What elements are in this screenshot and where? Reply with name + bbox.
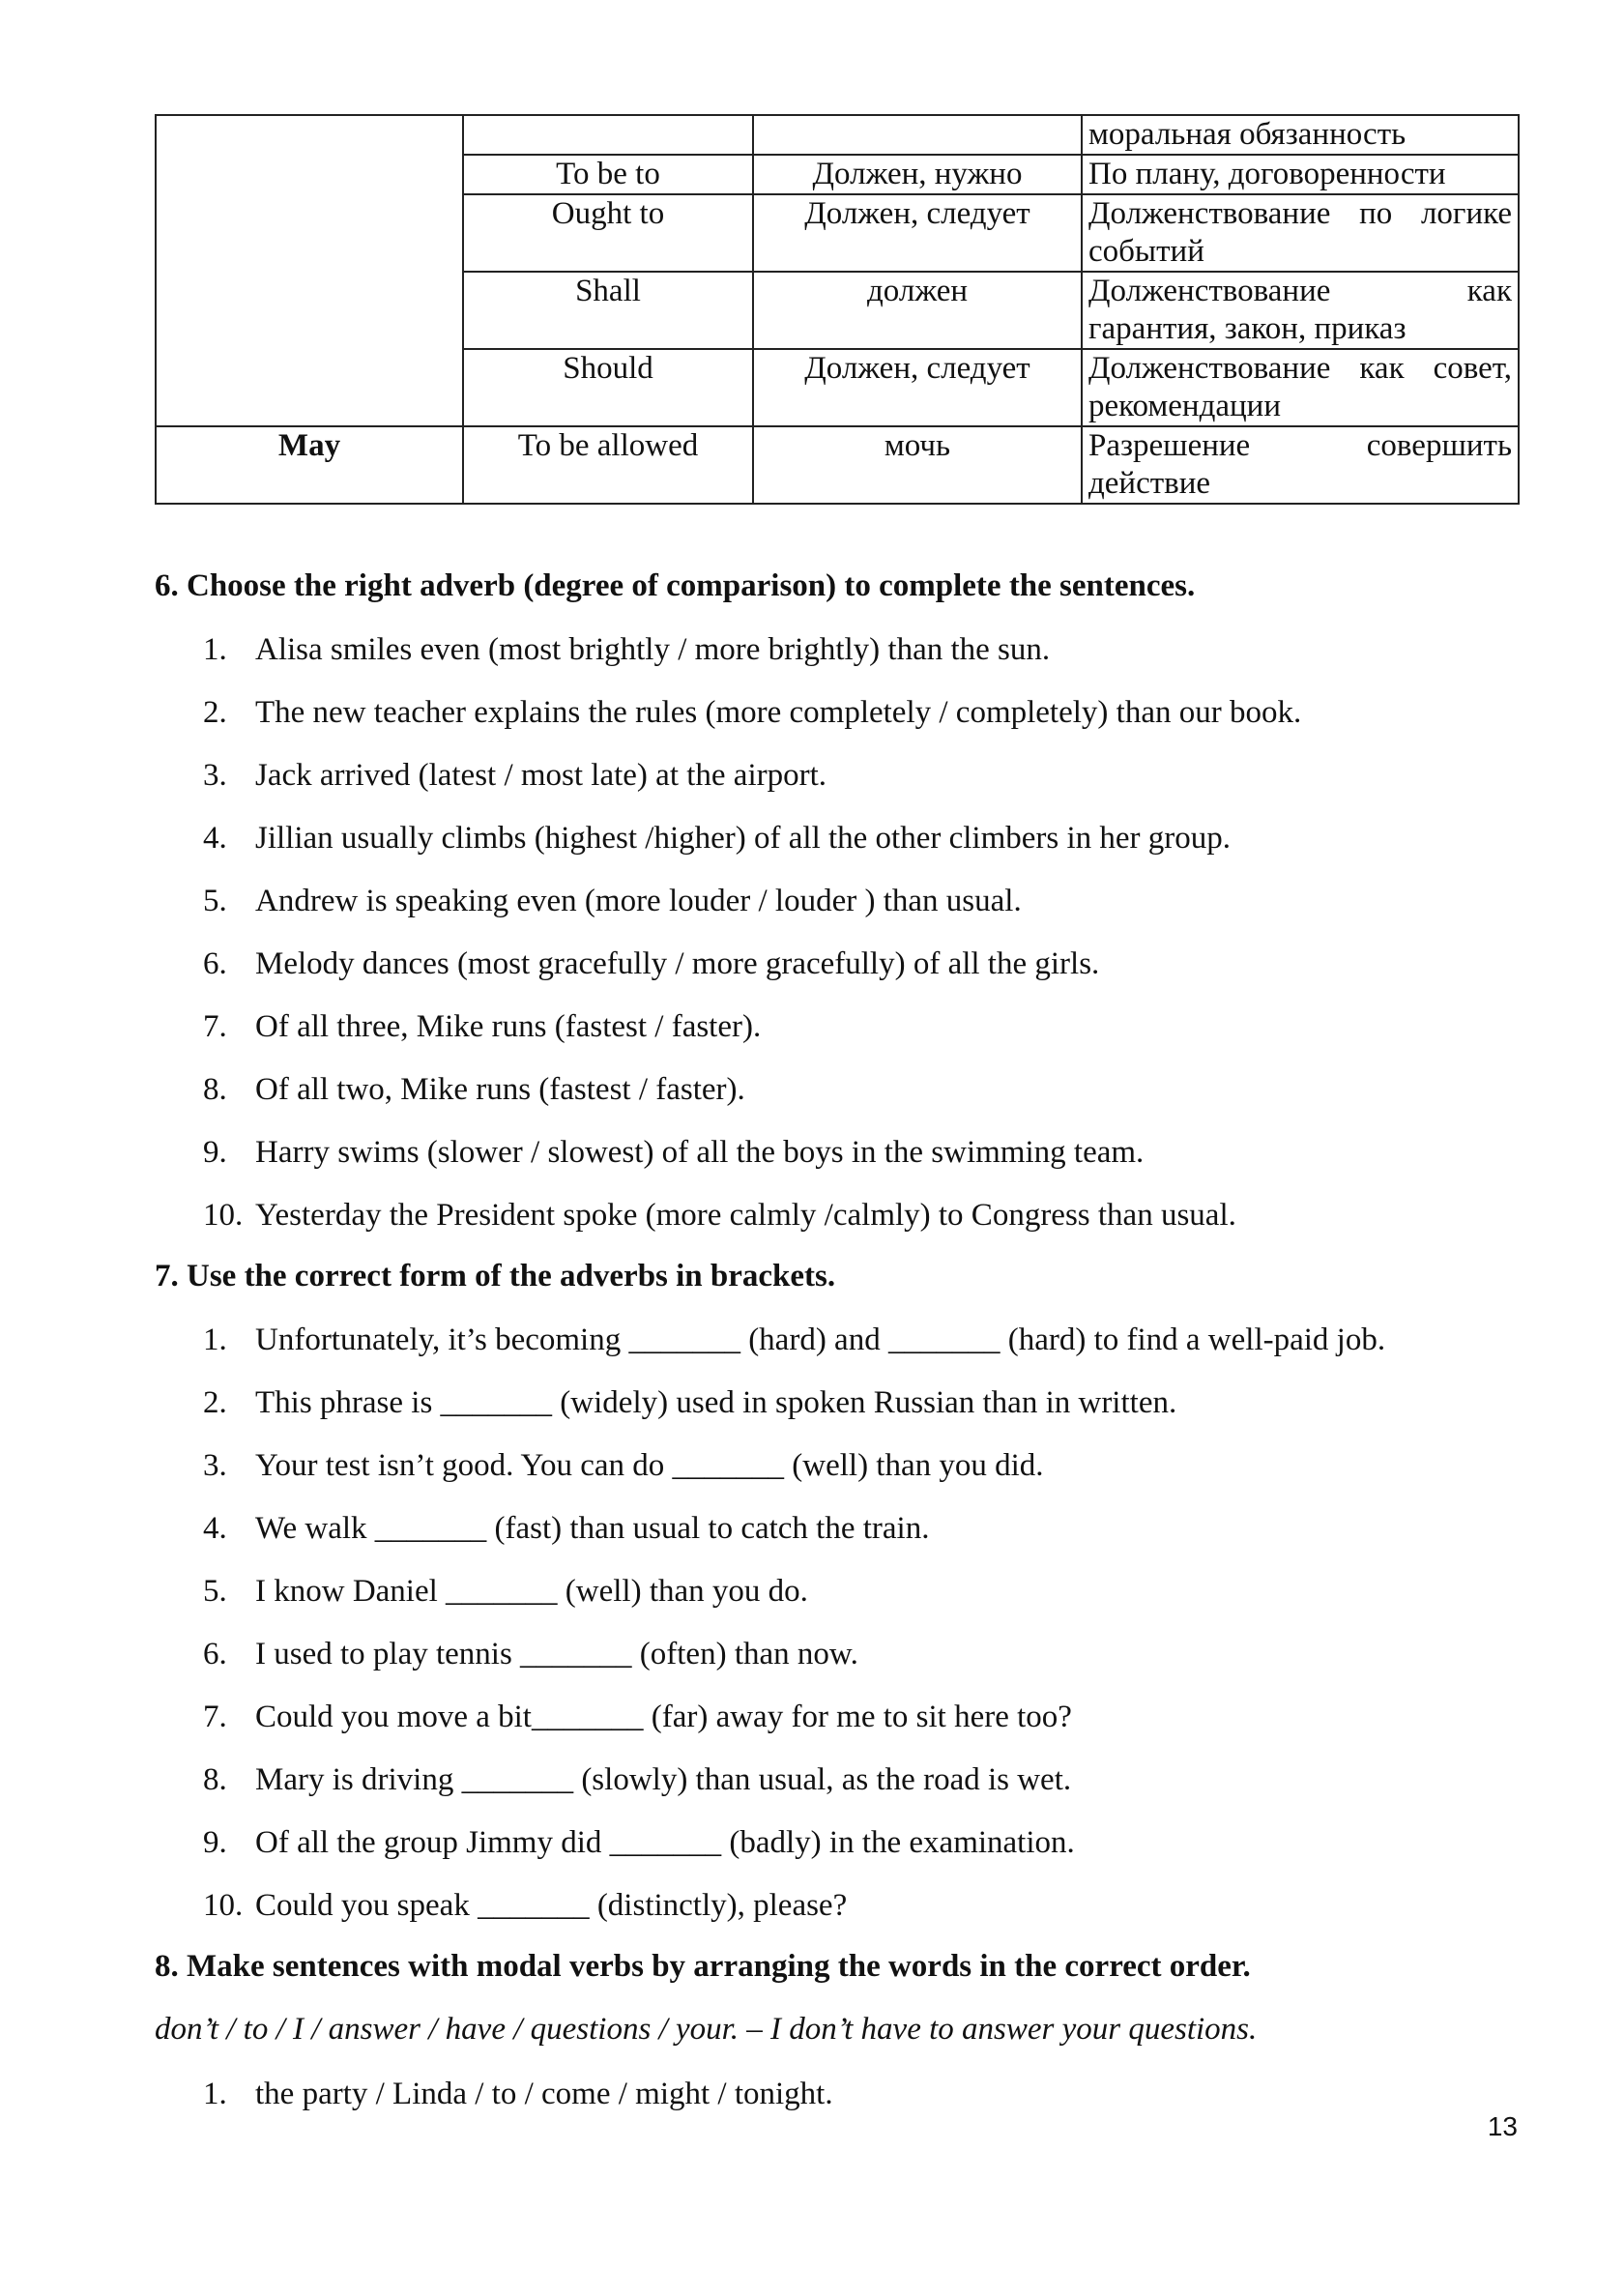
table-cell-meaning: Долженствование как гарантия, закон, приказ bbox=[1082, 272, 1519, 349]
list-item bbox=[155, 1133, 1518, 1196]
list-item bbox=[155, 945, 1518, 1007]
item-text: Could you speak _______ (distinctly), please? bbox=[255, 1888, 848, 1923]
list-item bbox=[155, 1698, 1518, 1760]
item-text: Jack arrived (latest / most late) at the airport. bbox=[255, 758, 827, 793]
list-item bbox=[155, 1886, 1518, 1949]
item-number: 4. bbox=[203, 821, 227, 856]
item-number: 9. bbox=[203, 1135, 227, 1170]
table-cell-translation: Должен, следует bbox=[753, 349, 1082, 426]
item-number: 7. bbox=[203, 1700, 227, 1734]
item-text: This phrase is _______ (widely) used in spoken Russian than in written. bbox=[255, 1385, 1177, 1420]
item-text: the party / Linda / to / come / might / tonight. bbox=[255, 2077, 833, 2111]
item-text: Of all the group Jimmy did _______ (badly) in the examination. bbox=[255, 1825, 1075, 1860]
item-number: 9. bbox=[203, 1825, 227, 1860]
item-number: 10. bbox=[203, 1198, 244, 1233]
table-cell-translation: Должен, следует bbox=[753, 194, 1082, 272]
table-cell-meaning: Долженствование по логике событий bbox=[1082, 194, 1519, 272]
item-number: 5. bbox=[203, 884, 227, 918]
exercise-8-example: don’t / to / I / answer / have / questions / your. – I don’t have to answer your questions. bbox=[155, 2012, 1258, 2047]
item-number: 4. bbox=[203, 1511, 227, 1546]
list-item bbox=[155, 1321, 1518, 1383]
table-cell-translation: мочь bbox=[753, 426, 1082, 504]
exercise-7-list bbox=[155, 1321, 1518, 1949]
table-cell-meaning: По плану, договоренности bbox=[1082, 155, 1519, 194]
table-cell-equivalent bbox=[463, 115, 753, 155]
item-text: The new teacher explains the rules (more completely / completely) than our book. bbox=[255, 695, 1302, 730]
item-text: Alisa smiles even (most brightly / more brightly) than the sun. bbox=[255, 632, 1051, 667]
list-item bbox=[155, 630, 1518, 693]
item-text: Jillian usually climbs (highest /higher) of all the other climbers in her group. bbox=[255, 821, 1232, 856]
item-number: 8. bbox=[203, 1072, 227, 1107]
list-item bbox=[155, 1760, 1518, 1823]
item-text: Could you move a bit_______ (far) away for me to sit here too? bbox=[255, 1700, 1072, 1734]
list-item bbox=[155, 1007, 1518, 1070]
item-number: 3. bbox=[203, 1448, 227, 1483]
item-number: 3. bbox=[203, 758, 227, 793]
exercise-6-list bbox=[155, 630, 1518, 1259]
item-number: 1. bbox=[203, 2077, 227, 2111]
exercise-8-list bbox=[155, 2075, 1518, 2137]
table-cell-equivalent: Should bbox=[463, 349, 753, 426]
item-text: Of all two, Mike runs (fastest / faster). bbox=[255, 1072, 745, 1107]
item-text: Your test isn’t good. You can do _______ (well) than you did. bbox=[255, 1448, 1044, 1483]
table-cell-meaning: Разрешение совершить действие bbox=[1082, 426, 1519, 504]
item-number: 2. bbox=[203, 695, 227, 730]
table-cell-equivalent: To be to bbox=[463, 155, 753, 194]
exercise-8-title: 8. Make sentences with modal verbs by arranging the words in the correct order. bbox=[155, 1949, 1251, 1984]
page-number: 13 bbox=[1487, 2111, 1518, 2141]
table-cell-equivalent: Shall bbox=[463, 272, 753, 349]
list-item bbox=[155, 756, 1518, 819]
list-item bbox=[155, 1196, 1518, 1259]
table-cell-translation: Должен, нужно bbox=[753, 155, 1082, 194]
table-cell-modal: May bbox=[156, 426, 463, 504]
table-cell-equivalent: Ought to bbox=[463, 194, 753, 272]
item-text: I used to play tennis _______ (often) than now. bbox=[255, 1637, 858, 1671]
item-number: 1. bbox=[203, 632, 227, 667]
item-text: We walk _______ (fast) than usual to catch the train. bbox=[255, 1511, 930, 1546]
list-item bbox=[155, 1572, 1518, 1635]
item-number: 10. bbox=[203, 1888, 244, 1923]
item-number: 6. bbox=[203, 946, 227, 981]
item-text: Harry swims (slower / slowest) of all the boys in the swimming team. bbox=[255, 1135, 1145, 1170]
list-item bbox=[155, 1446, 1518, 1509]
list-item bbox=[155, 819, 1518, 882]
list-item bbox=[155, 2075, 1518, 2137]
item-number: 2. bbox=[203, 1385, 227, 1420]
table-row bbox=[156, 115, 1519, 155]
item-text: Unfortunately, it’s becoming _______ (hard) and _______ (hard) to find a well-paid job. bbox=[255, 1322, 1386, 1357]
item-text: Yesterday the President spoke (more calmly /calmly) to Congress than usual. bbox=[255, 1198, 1236, 1233]
document-page bbox=[155, 114, 1518, 2111]
item-number: 6. bbox=[203, 1637, 227, 1671]
item-text: Melody dances (most gracefully / more gracefully) of all the girls. bbox=[255, 946, 1100, 981]
table-cell-empty bbox=[156, 115, 463, 426]
table-row bbox=[156, 426, 1519, 504]
list-item bbox=[155, 1070, 1518, 1133]
item-text: I know Daniel _______ (well) than you do. bbox=[255, 1574, 808, 1609]
list-item bbox=[155, 1823, 1518, 1886]
exercise-6-title: 6. Choose the right adverb (degree of comparison) to complete the sentences. bbox=[155, 568, 1196, 603]
modal-verbs-table bbox=[155, 114, 1520, 505]
item-number: 5. bbox=[203, 1574, 227, 1609]
table-cell-meaning: моральная обязанность bbox=[1082, 115, 1519, 155]
list-item bbox=[155, 693, 1518, 756]
item-number: 8. bbox=[203, 1762, 227, 1797]
item-text: Andrew is speaking even (more louder / louder ) than usual. bbox=[255, 884, 1022, 918]
list-item bbox=[155, 1635, 1518, 1698]
item-text: Mary is driving _______ (slowly) than usual, as the road is wet. bbox=[255, 1762, 1072, 1797]
table-cell-meaning: Долженствование как совет, рекомендации bbox=[1082, 349, 1519, 426]
item-text: Of all three, Mike runs (fastest / faster). bbox=[255, 1009, 762, 1044]
list-item bbox=[155, 1383, 1518, 1446]
list-item bbox=[155, 1509, 1518, 1572]
table-cell-translation: должен bbox=[753, 272, 1082, 349]
item-number: 1. bbox=[203, 1322, 227, 1357]
list-item bbox=[155, 882, 1518, 945]
exercise-7-title: 7. Use the correct form of the adverbs in brackets. bbox=[155, 1259, 836, 1293]
item-number: 7. bbox=[203, 1009, 227, 1044]
table-cell-translation bbox=[753, 115, 1082, 155]
table-cell-equivalent: To be allowed bbox=[463, 426, 753, 504]
